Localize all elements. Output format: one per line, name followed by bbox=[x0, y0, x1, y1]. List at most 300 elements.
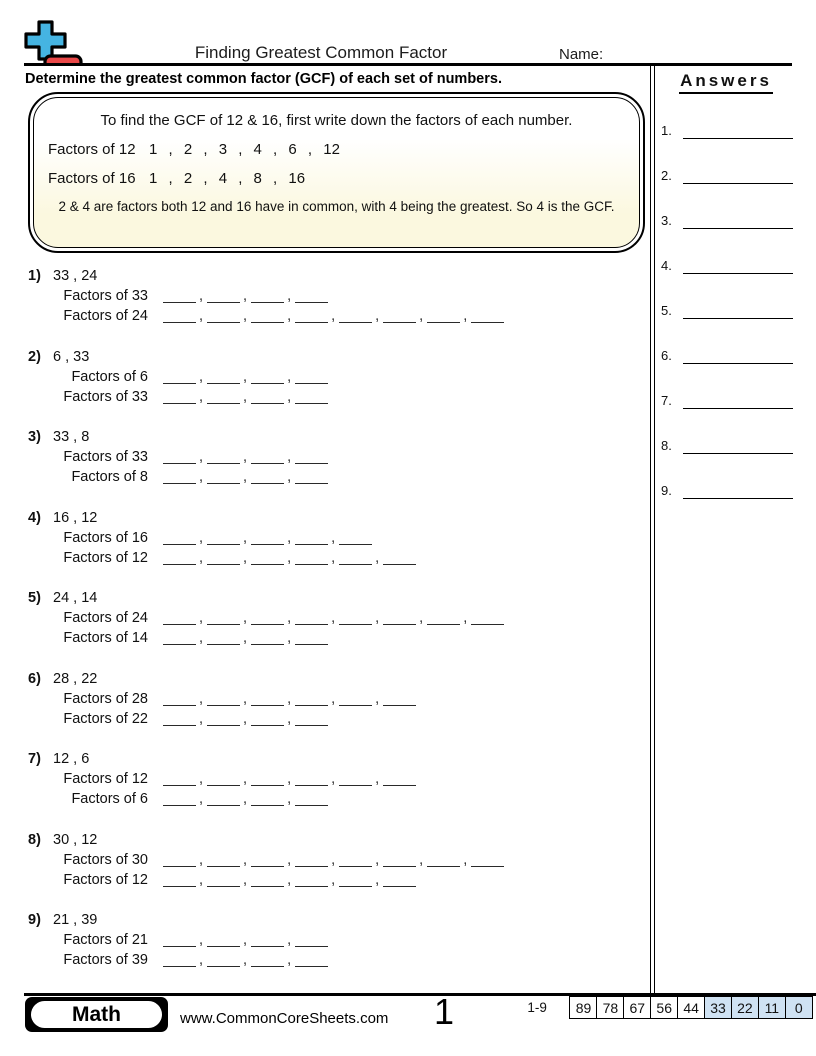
answer-blank[interactable] bbox=[383, 873, 416, 887]
blank-separator: , bbox=[199, 610, 204, 626]
score-cell: 56 bbox=[650, 996, 679, 1019]
blank-separator: , bbox=[331, 851, 336, 868]
blank-separator: , bbox=[287, 871, 292, 888]
blank-separator: , bbox=[287, 449, 292, 465]
blank-separator: , bbox=[287, 469, 292, 485]
blank-separator: , bbox=[287, 771, 292, 787]
blank-separator: , bbox=[375, 610, 380, 626]
blank-separator: , bbox=[243, 932, 248, 948]
answer-blank[interactable] bbox=[207, 309, 240, 323]
answer-blank[interactable] bbox=[251, 390, 284, 404]
problem-header bbox=[28, 669, 648, 689]
blank-separator: , bbox=[331, 771, 336, 787]
factor-row bbox=[28, 709, 648, 729]
answers-divider bbox=[650, 66, 655, 993]
answer-blank[interactable] bbox=[295, 450, 328, 464]
factor-label: Factors of 16 bbox=[63, 529, 148, 546]
problem-header bbox=[28, 910, 648, 930]
blank-separator: , bbox=[243, 388, 248, 405]
answer-blank[interactable] bbox=[163, 531, 196, 545]
answer-line[interactable] bbox=[683, 168, 793, 184]
blank-separator: , bbox=[287, 932, 292, 948]
problem-number-pair: 12 , 6 bbox=[53, 751, 90, 767]
blank-separator: , bbox=[199, 710, 204, 727]
factor-row bbox=[28, 447, 648, 467]
problem-number: 1) bbox=[28, 268, 41, 284]
problem-number-pair: 6 , 33 bbox=[53, 348, 90, 365]
answer-number: 8. bbox=[661, 438, 672, 453]
answer-blank[interactable] bbox=[251, 531, 284, 545]
problem-header bbox=[28, 830, 648, 850]
factor-row bbox=[28, 789, 648, 809]
blank-separator: , bbox=[243, 710, 248, 727]
blank-separator: , bbox=[243, 791, 248, 807]
answer-blank[interactable] bbox=[383, 551, 416, 565]
blank-separator: , bbox=[199, 690, 204, 707]
answer-blank[interactable] bbox=[251, 692, 284, 706]
blank-separator: , bbox=[243, 549, 248, 566]
answer-blank[interactable] bbox=[471, 309, 504, 323]
answer-line[interactable] bbox=[683, 213, 793, 229]
plus-icon bbox=[26, 22, 65, 59]
blank-separator: , bbox=[287, 388, 292, 405]
factor-row bbox=[28, 306, 648, 326]
blank-separator: , bbox=[287, 851, 292, 868]
factor-row bbox=[28, 850, 648, 870]
answer-blank[interactable] bbox=[339, 309, 372, 323]
blank-separator: , bbox=[199, 952, 204, 968]
answer-blank[interactable] bbox=[207, 611, 240, 625]
answer-line[interactable] bbox=[683, 393, 793, 409]
answer-blank[interactable] bbox=[163, 450, 196, 464]
blank-separator: , bbox=[463, 308, 468, 324]
answer-blank[interactable] bbox=[163, 289, 196, 303]
blank-separator: , bbox=[243, 851, 248, 868]
blank-separator: , bbox=[243, 690, 248, 707]
blank-separator: , bbox=[419, 308, 424, 324]
answer-line[interactable] bbox=[683, 303, 793, 319]
answer-blank[interactable] bbox=[295, 631, 328, 645]
answer-blank[interactable] bbox=[251, 853, 284, 867]
answer-blank[interactable] bbox=[295, 309, 328, 323]
blank-separator: , bbox=[199, 449, 204, 465]
answer-blank[interactable] bbox=[207, 289, 240, 303]
factor-blanks bbox=[163, 769, 416, 789]
factor-blanks bbox=[163, 930, 328, 950]
factor-blanks bbox=[163, 306, 504, 326]
problem bbox=[28, 266, 648, 326]
answer-blank[interactable] bbox=[251, 772, 284, 786]
factor-label: Factors of 14 bbox=[63, 630, 148, 646]
problem-number: 5) bbox=[28, 590, 41, 606]
answer-blank[interactable] bbox=[207, 772, 240, 786]
problem-number-pair: 16 , 12 bbox=[53, 509, 98, 526]
answer-blank[interactable] bbox=[295, 873, 328, 887]
answer-number: 5. bbox=[661, 303, 672, 318]
answer-blank[interactable] bbox=[251, 370, 284, 384]
factor-label: Factors of 39 bbox=[63, 952, 148, 968]
answer-blank[interactable] bbox=[207, 370, 240, 384]
answer-blank[interactable] bbox=[163, 772, 196, 786]
blank-separator: , bbox=[375, 771, 380, 787]
answer-blank[interactable] bbox=[295, 611, 328, 625]
example-factor-row bbox=[48, 169, 639, 189]
factor-row bbox=[28, 286, 648, 306]
instruction-text: Determine the greatest common factor (GCF) of each set of numbers. bbox=[25, 71, 502, 87]
blank-separator: , bbox=[287, 549, 292, 566]
blank-separator: , bbox=[243, 288, 248, 304]
score-cell: 33 bbox=[704, 996, 733, 1019]
blank-separator: , bbox=[287, 308, 292, 324]
factor-label: Factors of 12 bbox=[63, 771, 148, 787]
answer-blank[interactable] bbox=[207, 873, 240, 887]
blank-separator: , bbox=[243, 871, 248, 888]
page-title: Finding Greatest Common Factor bbox=[194, 43, 448, 62]
answer-item bbox=[661, 255, 793, 274]
answer-blank[interactable] bbox=[163, 933, 196, 947]
answer-blank[interactable] bbox=[163, 390, 196, 404]
blank-separator: , bbox=[287, 710, 292, 727]
factor-label: Factors of 33 bbox=[63, 388, 148, 405]
factor-row bbox=[28, 950, 648, 970]
answer-blank[interactable] bbox=[163, 309, 196, 323]
blank-separator: , bbox=[463, 610, 468, 626]
answer-blank[interactable] bbox=[295, 289, 328, 303]
answer-blank[interactable] bbox=[163, 692, 196, 706]
answer-number: 3. bbox=[661, 213, 672, 228]
answer-blank[interactable] bbox=[207, 631, 240, 645]
score-cell: 22 bbox=[731, 996, 760, 1019]
factor-blanks bbox=[163, 709, 328, 729]
answer-item bbox=[661, 345, 793, 364]
example-intro: To find the GCF of 12 & 16, first write down the factors of each number. bbox=[100, 112, 573, 129]
blank-separator: , bbox=[287, 610, 292, 626]
factor-blanks bbox=[163, 447, 328, 467]
answer-blank[interactable] bbox=[339, 772, 372, 786]
answer-blank[interactable] bbox=[427, 309, 460, 323]
blank-separator: , bbox=[419, 851, 424, 868]
answer-blank[interactable] bbox=[207, 692, 240, 706]
blank-separator: , bbox=[375, 851, 380, 868]
factor-row bbox=[28, 548, 648, 568]
answer-blank[interactable] bbox=[295, 792, 328, 806]
problem-header bbox=[28, 749, 648, 769]
blank-separator: , bbox=[243, 771, 248, 787]
answer-blank[interactable] bbox=[295, 551, 328, 565]
answer-blank[interactable] bbox=[295, 470, 328, 484]
problem-header bbox=[28, 508, 648, 528]
factor-label: Factors of 22 bbox=[63, 710, 148, 727]
blank-separator: , bbox=[375, 871, 380, 888]
answer-blank[interactable] bbox=[295, 531, 328, 545]
blank-separator: , bbox=[243, 952, 248, 968]
answer-number: 4. bbox=[661, 258, 672, 273]
answer-blank[interactable] bbox=[207, 933, 240, 947]
blank-separator: , bbox=[199, 851, 204, 868]
example-box-inner bbox=[33, 97, 640, 248]
answer-item bbox=[661, 165, 793, 184]
answer-number: 2. bbox=[661, 168, 672, 183]
example-conclusion: 2 & 4 are factors both 12 and 16 have in common, with 4 being the greatest. So 4 is the GCF. bbox=[58, 199, 615, 214]
answer-blank[interactable] bbox=[427, 853, 460, 867]
answer-blank[interactable] bbox=[251, 712, 284, 726]
factor-label: Factors of 6 bbox=[71, 791, 148, 807]
answer-item bbox=[661, 210, 793, 229]
answer-blank[interactable] bbox=[163, 873, 196, 887]
problem bbox=[28, 508, 648, 568]
factor-blanks bbox=[163, 528, 372, 548]
answer-blank[interactable] bbox=[339, 531, 372, 545]
answer-blank[interactable] bbox=[295, 692, 328, 706]
blank-separator: , bbox=[287, 288, 292, 304]
factor-label: Factors of 33 bbox=[63, 449, 148, 465]
problem-header bbox=[28, 427, 648, 447]
problem-number-pair: 33 , 8 bbox=[53, 429, 90, 445]
answer-blank[interactable] bbox=[163, 611, 196, 625]
answer-blank[interactable] bbox=[207, 390, 240, 404]
blank-separator: , bbox=[331, 871, 336, 888]
problem bbox=[28, 588, 648, 648]
answer-blank[interactable] bbox=[295, 370, 328, 384]
answer-blank[interactable] bbox=[207, 551, 240, 565]
blank-separator: , bbox=[199, 630, 204, 646]
score-cell: 11 bbox=[758, 996, 787, 1019]
blank-separator: , bbox=[287, 952, 292, 968]
blank-separator: , bbox=[243, 469, 248, 485]
problem-number-pair: 24 , 14 bbox=[53, 590, 98, 606]
answer-line[interactable] bbox=[683, 348, 793, 364]
factor-label: Factors of 12 bbox=[63, 871, 148, 888]
answer-item bbox=[661, 390, 793, 409]
blank-separator: , bbox=[375, 549, 380, 566]
problem-number: 6) bbox=[28, 670, 41, 687]
blank-separator: , bbox=[243, 529, 248, 546]
answer-item bbox=[661, 480, 793, 499]
factor-label: Factors of 6 bbox=[71, 368, 148, 385]
factor-blanks bbox=[163, 548, 416, 568]
problem bbox=[28, 347, 648, 407]
blank-separator: , bbox=[331, 529, 336, 546]
factor-label: Factors of 28 bbox=[63, 690, 148, 707]
answer-blank[interactable] bbox=[339, 873, 372, 887]
answer-blank[interactable] bbox=[383, 692, 416, 706]
factor-blanks bbox=[163, 367, 328, 387]
answer-blank[interactable] bbox=[207, 712, 240, 726]
problem-number: 8) bbox=[28, 831, 41, 848]
answer-item bbox=[661, 435, 793, 454]
example-rows bbox=[34, 140, 639, 189]
answer-blank[interactable] bbox=[251, 470, 284, 484]
answer-blank[interactable] bbox=[251, 611, 284, 625]
page-number: 1 bbox=[433, 991, 455, 1032]
answer-blank[interactable] bbox=[339, 692, 372, 706]
blank-separator: , bbox=[199, 932, 204, 948]
problem-number: 4) bbox=[28, 509, 41, 526]
blank-separator: , bbox=[243, 630, 248, 646]
blank-separator: , bbox=[331, 308, 336, 324]
answers-title-wrap bbox=[656, 71, 796, 94]
factor-label: Factors of 33 bbox=[63, 288, 148, 304]
answer-blank[interactable] bbox=[295, 390, 328, 404]
answer-blank[interactable] bbox=[207, 792, 240, 806]
problem bbox=[28, 669, 648, 729]
blank-separator: , bbox=[375, 308, 380, 324]
answer-blank[interactable] bbox=[207, 470, 240, 484]
answer-blank[interactable] bbox=[427, 611, 460, 625]
blank-separator: , bbox=[419, 610, 424, 626]
blank-separator: , bbox=[287, 791, 292, 807]
answer-blank[interactable] bbox=[471, 611, 504, 625]
answer-blank[interactable] bbox=[251, 873, 284, 887]
problem-header bbox=[28, 588, 648, 608]
blank-separator: , bbox=[287, 368, 292, 385]
factor-label: Factors of 30 bbox=[63, 851, 148, 868]
factor-row bbox=[28, 930, 648, 950]
answer-line[interactable] bbox=[683, 483, 793, 499]
answer-blank[interactable] bbox=[251, 450, 284, 464]
problem-number-pair: 30 , 12 bbox=[53, 831, 98, 848]
answer-blank[interactable] bbox=[295, 953, 328, 967]
factor-label: Factors of 21 bbox=[63, 932, 148, 948]
answer-blank[interactable] bbox=[163, 370, 196, 384]
answer-blank[interactable] bbox=[471, 853, 504, 867]
blank-separator: , bbox=[463, 851, 468, 868]
answer-blank[interactable] bbox=[251, 953, 284, 967]
factor-row bbox=[28, 467, 648, 487]
answer-line[interactable] bbox=[683, 123, 793, 139]
answer-blank[interactable] bbox=[163, 470, 196, 484]
answer-item bbox=[661, 300, 793, 319]
score-cell: 89 bbox=[569, 996, 598, 1019]
answer-blank[interactable] bbox=[207, 450, 240, 464]
example-box bbox=[28, 92, 645, 253]
factor-blanks bbox=[163, 286, 328, 306]
example-factor-row bbox=[48, 140, 639, 160]
score-cell: 0 bbox=[785, 996, 814, 1019]
factor-blanks bbox=[163, 467, 328, 487]
answer-blank[interactable] bbox=[251, 309, 284, 323]
answer-blank[interactable] bbox=[163, 792, 196, 806]
problem bbox=[28, 910, 648, 970]
answer-blank[interactable] bbox=[383, 611, 416, 625]
answer-blank[interactable] bbox=[383, 309, 416, 323]
answer-item bbox=[661, 120, 793, 139]
website-url: www.CommonCoreSheets.com bbox=[180, 1010, 389, 1027]
blank-separator: , bbox=[331, 549, 336, 566]
blank-separator: , bbox=[199, 771, 204, 787]
answer-blank[interactable] bbox=[339, 551, 372, 565]
blank-separator: , bbox=[375, 690, 380, 707]
blank-separator: , bbox=[287, 529, 292, 546]
subject-badge-label: Math bbox=[31, 1001, 162, 1028]
problem-number: 9) bbox=[28, 912, 41, 928]
answer-number: 9. bbox=[661, 483, 672, 498]
blank-separator: , bbox=[199, 549, 204, 566]
answer-line[interactable] bbox=[683, 258, 793, 274]
answers-title: Answers bbox=[679, 71, 773, 94]
score-cells bbox=[571, 996, 813, 1019]
problem-header bbox=[28, 347, 648, 367]
blank-separator: , bbox=[199, 308, 204, 324]
factor-row bbox=[28, 689, 648, 709]
answer-number: 6. bbox=[661, 348, 672, 363]
answer-number: 7. bbox=[661, 393, 672, 408]
answer-blank[interactable] bbox=[163, 953, 196, 967]
blank-separator: , bbox=[199, 529, 204, 546]
blank-separator: , bbox=[331, 610, 336, 626]
answer-blank[interactable] bbox=[339, 611, 372, 625]
answer-line[interactable] bbox=[683, 438, 793, 454]
factor-blanks bbox=[163, 850, 504, 870]
blank-separator: , bbox=[199, 791, 204, 807]
answer-blank[interactable] bbox=[163, 712, 196, 726]
blank-separator: , bbox=[199, 388, 204, 405]
example-factor-values: 1 , 2 , 4 , 8 , 16 bbox=[149, 170, 306, 187]
factor-blanks bbox=[163, 950, 328, 970]
score-cell: 78 bbox=[596, 996, 625, 1019]
factor-blanks bbox=[163, 608, 504, 628]
answer-blank[interactable] bbox=[251, 631, 284, 645]
factor-row bbox=[28, 608, 648, 628]
answer-blank[interactable] bbox=[207, 531, 240, 545]
answer-blank[interactable] bbox=[339, 853, 372, 867]
answer-blank[interactable] bbox=[295, 772, 328, 786]
problem-number-pair: 33 , 24 bbox=[53, 268, 98, 284]
blank-separator: , bbox=[199, 871, 204, 888]
blank-separator: , bbox=[287, 690, 292, 707]
blank-separator: , bbox=[331, 690, 336, 707]
answer-blank[interactable] bbox=[251, 933, 284, 947]
blank-separator: , bbox=[243, 368, 248, 385]
answer-blank[interactable] bbox=[295, 933, 328, 947]
answer-blank[interactable] bbox=[207, 853, 240, 867]
answer-blank[interactable] bbox=[207, 953, 240, 967]
factor-label: Factors of 8 bbox=[71, 469, 148, 485]
blank-separator: , bbox=[199, 469, 204, 485]
score-cell: 67 bbox=[623, 996, 652, 1019]
answer-blank[interactable] bbox=[251, 289, 284, 303]
blank-separator: , bbox=[199, 368, 204, 385]
answer-blank[interactable] bbox=[163, 551, 196, 565]
answer-blank[interactable] bbox=[295, 853, 328, 867]
factor-row bbox=[28, 528, 648, 548]
problem-header bbox=[28, 266, 648, 286]
example-factor-label: Factors of 12 bbox=[48, 141, 136, 158]
factor-blanks bbox=[163, 387, 328, 407]
blank-separator: , bbox=[199, 288, 204, 304]
answer-number: 1. bbox=[661, 123, 672, 138]
example-factor-label: Factors of 16 bbox=[48, 170, 136, 187]
problem-number: 3) bbox=[28, 429, 41, 445]
score-strip bbox=[527, 996, 813, 1019]
factor-row bbox=[28, 367, 648, 387]
answer-blank[interactable] bbox=[163, 631, 196, 645]
blank-separator: , bbox=[243, 308, 248, 324]
problems-list bbox=[28, 266, 648, 991]
factor-blanks bbox=[163, 789, 328, 809]
answer-blank[interactable] bbox=[163, 853, 196, 867]
blank-separator: , bbox=[287, 630, 292, 646]
factor-row bbox=[28, 769, 648, 789]
answer-blank[interactable] bbox=[251, 551, 284, 565]
factor-blanks bbox=[163, 628, 328, 648]
answer-blank[interactable] bbox=[383, 853, 416, 867]
answer-blank[interactable] bbox=[251, 792, 284, 806]
answer-blank[interactable] bbox=[295, 712, 328, 726]
answer-blank[interactable] bbox=[383, 772, 416, 786]
problem bbox=[28, 749, 648, 809]
score-range-label: 1-9 bbox=[527, 1000, 547, 1015]
